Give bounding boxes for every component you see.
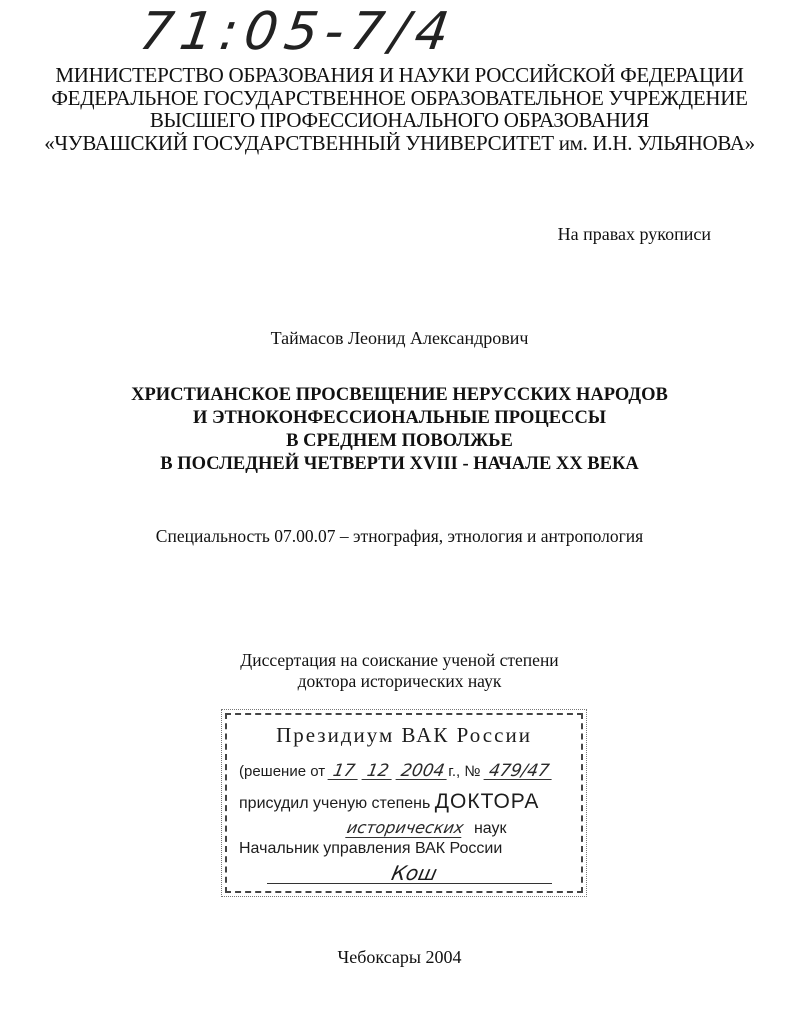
archive-number: 71:05-7/4 — [135, 2, 460, 62]
decision-month: 12 — [362, 763, 395, 780]
stamp-science-line — [347, 818, 507, 838]
year-suffix: г., — [448, 763, 461, 780]
vak-stamp — [225, 713, 583, 893]
dissertation-title — [0, 384, 799, 476]
specialty-line: Специальность 07.00.07 – этнография, этнология и антропология — [155, 526, 644, 546]
degree-line: Диссертация на соискание ученой степени — [240, 650, 559, 670]
title-line: В СРЕДНЕМ ПОВОЛЖЬЕ — [286, 431, 513, 451]
stamp-heading: Президиум ВАК России — [276, 723, 532, 747]
institution-line: ФЕДЕРАЛЬНОЕ ГОСУДАРСТВЕННОЕ ОБРАЗОВАТЕЛЬНОЕ УЧРЕЖДЕНИЕ — [51, 85, 748, 110]
science-field: исторических — [345, 818, 466, 837]
degree-value: ДОКТОРА — [434, 790, 540, 813]
decision-number: 479/47 — [483, 763, 554, 780]
degree-line: доктора исторических наук — [297, 671, 502, 691]
degree-statement — [0, 650, 799, 692]
science-suffix: наук — [473, 820, 507, 837]
institution-line: ВЫСШЕГО ПРОФЕССИОНАЛЬНОГО ОБРАЗОВАНИЯ — [149, 108, 650, 132]
awarded-text: присудил ученую степень — [239, 795, 431, 812]
decision-prefix: (решение от — [239, 763, 326, 780]
signature-rule — [267, 883, 552, 884]
author-name: Таймасов Леонид Александрович — [270, 328, 529, 348]
manuscript-note: На правах рукописи — [557, 224, 711, 244]
title-line: И ЭТНОКОНФЕССИОНАЛЬНЫЕ ПРОЦЕССЫ — [192, 408, 607, 428]
stamp-official: Начальник управления ВАК России — [239, 840, 503, 857]
number-label: № — [464, 763, 481, 780]
institution-line: «ЧУВАШСКИЙ ГОСУДАРСТВЕННЫЙ УНИВЕРСИТЕТ им. И.Н. УЛЬЯНОВА» — [44, 130, 755, 155]
stamp-decision-line — [239, 763, 552, 780]
city-year: Чебоксары 2004 — [337, 947, 462, 967]
institution-line: МИНИСТЕРСТВО ОБРАЗОВАНИЯ И НАУКИ РОССИЙСКОЙ ФЕДЕРАЦИИ — [55, 63, 744, 87]
stamp-degree-line — [239, 790, 539, 814]
institution-header — [0, 64, 799, 154]
title-line: В ПОСЛЕДНЕЙ ЧЕТВЕРТИ XVIII - НАЧАЛЕ XX ВЕКА — [160, 454, 639, 474]
title-line: ХРИСТИАНСКОЕ ПРОСВЕЩЕНИЕ НЕРУССКИХ НАРОДОВ — [131, 385, 668, 405]
signature: Кош — [389, 861, 440, 885]
decision-year: 2004 — [395, 763, 449, 780]
decision-day: 17 — [328, 763, 361, 780]
